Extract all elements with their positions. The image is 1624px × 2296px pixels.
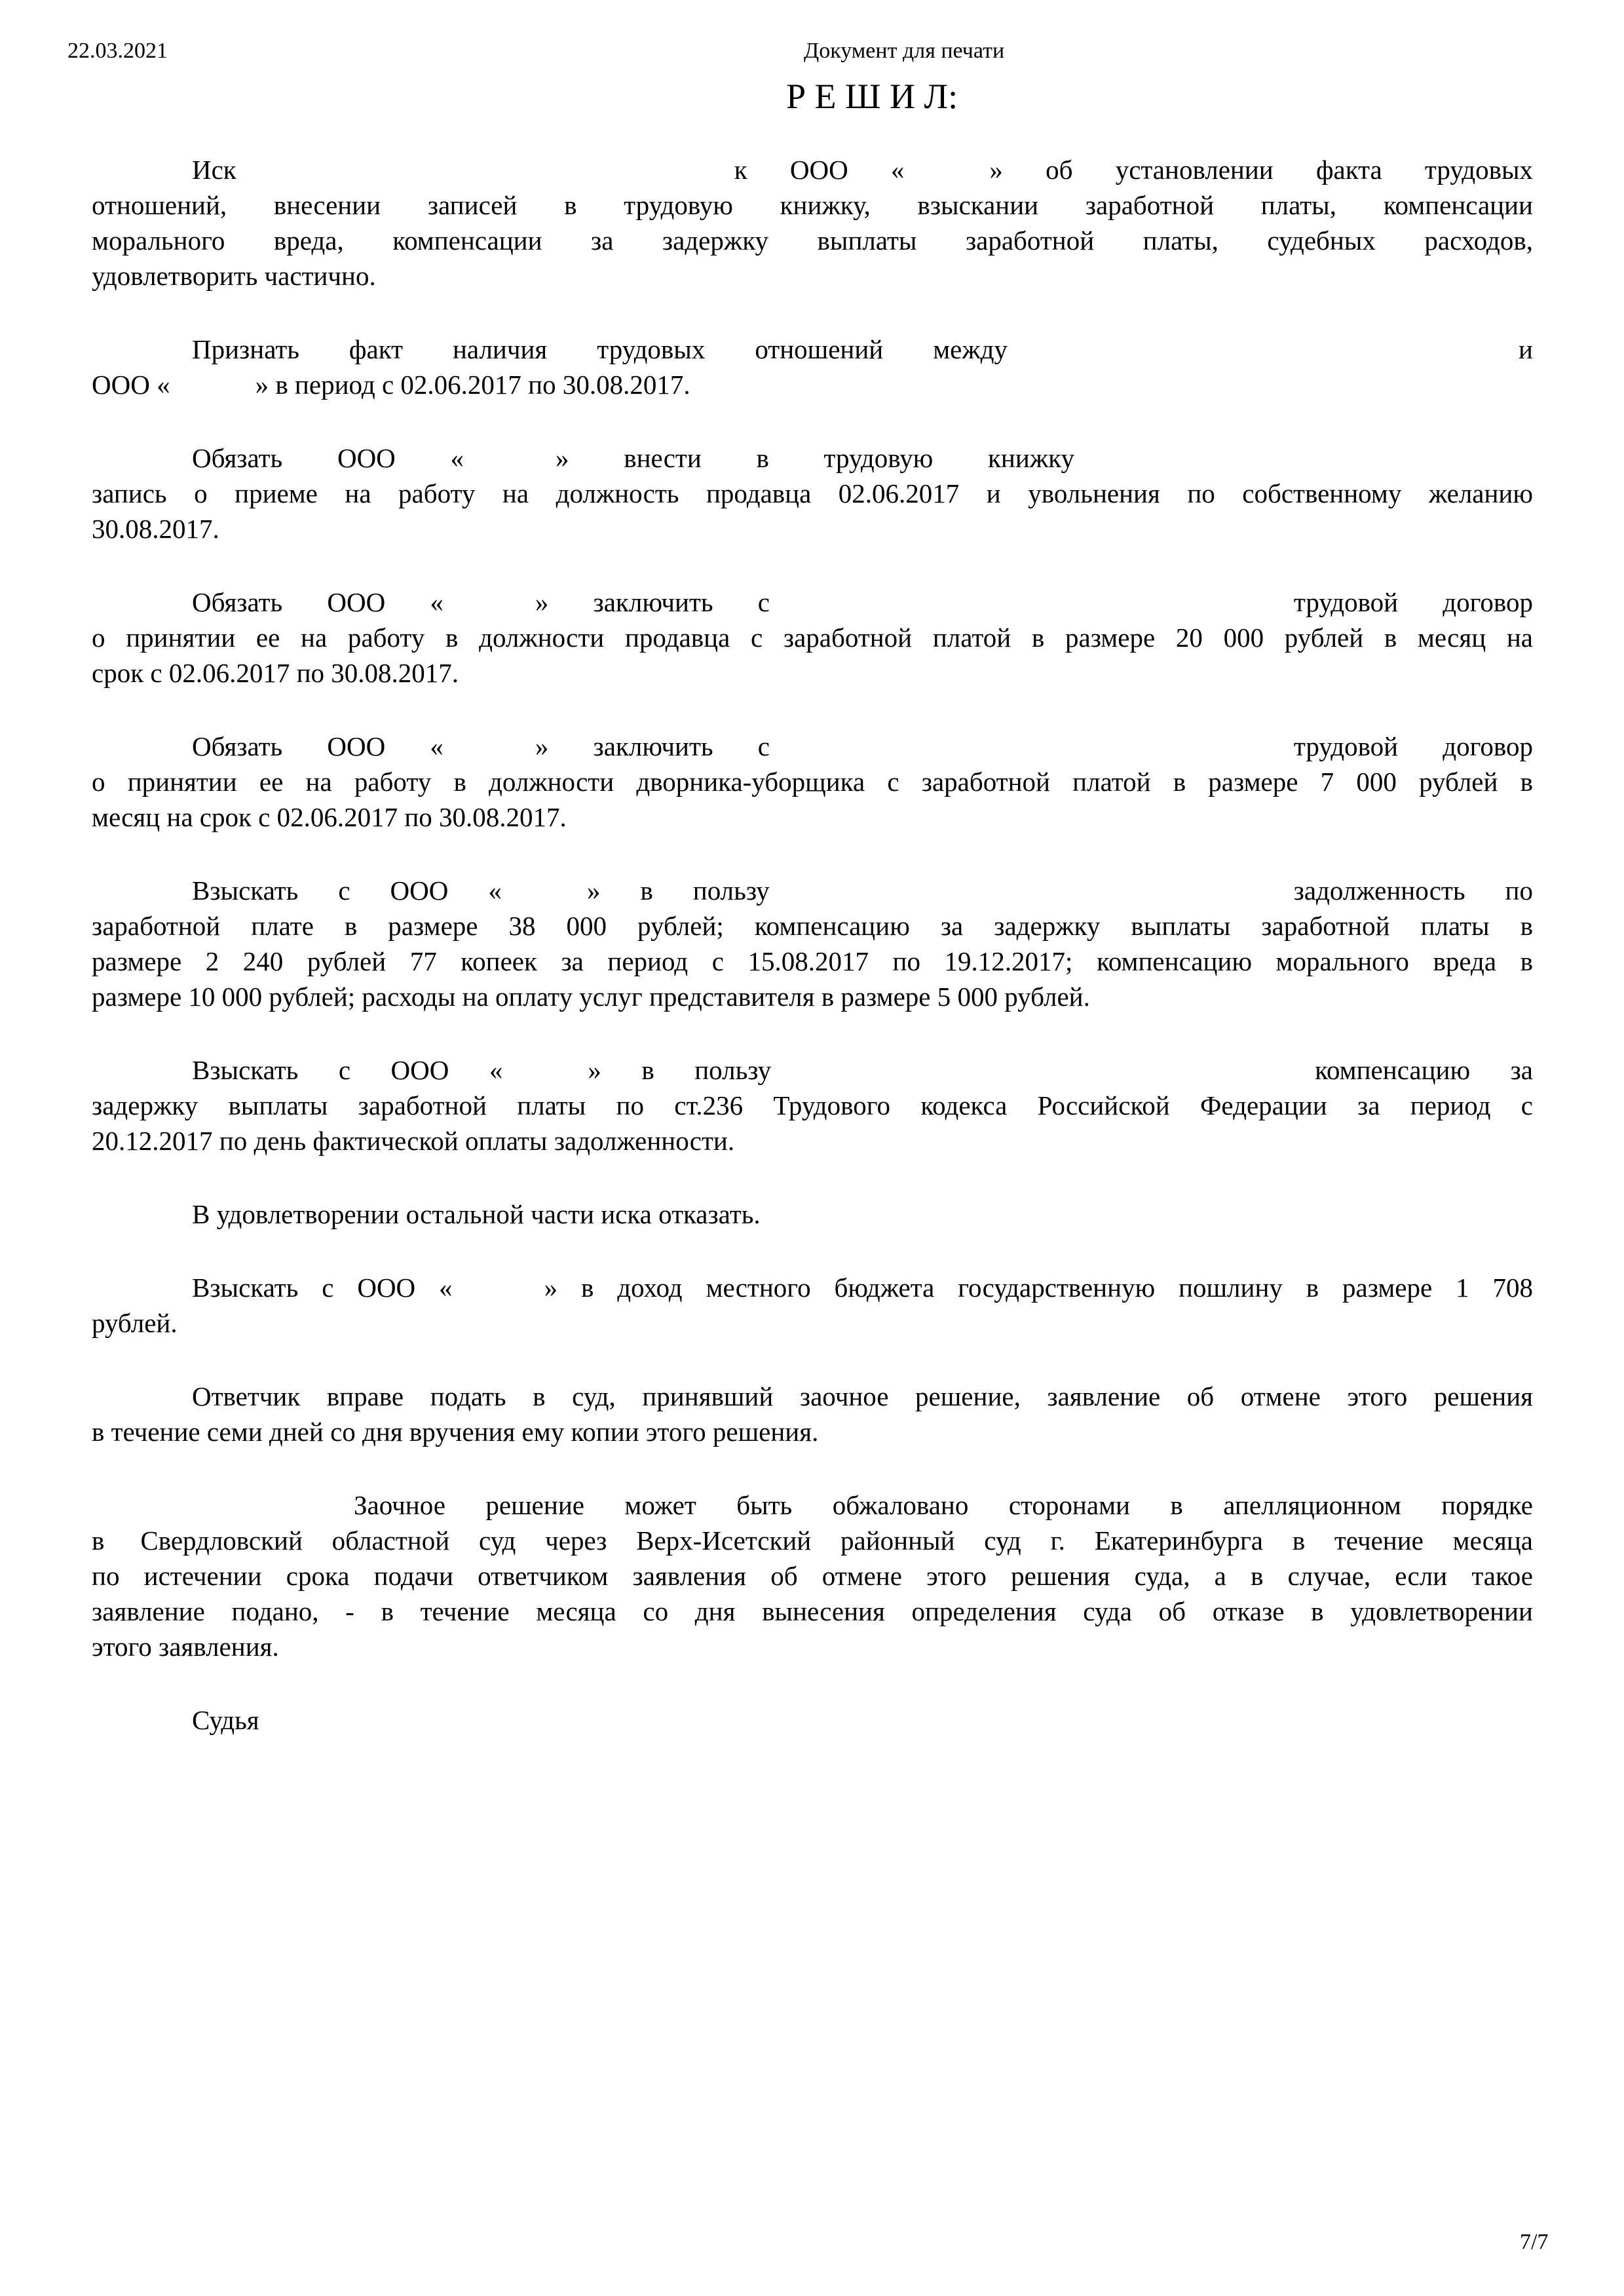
paragraph: [92, 584, 1533, 691]
text-segment: срок с 02.06.2017 по 30.08.2017.: [92, 658, 459, 688]
paragraph: [92, 440, 1533, 546]
judge-signature-label: Судья: [192, 1705, 259, 1735]
text-segment: Взыскать с ООО «: [192, 1272, 453, 1303]
redacted-gap: [1008, 357, 1519, 358]
text-segment: запись о приеме на работу на должность продавца 02.06.2017 и увольнения по собственному желанию: [92, 478, 1533, 508]
text-line: [92, 584, 1533, 620]
text-line: [92, 476, 1533, 511]
text-line: [92, 440, 1533, 476]
redacted-gap: [904, 178, 989, 179]
text-line: [92, 511, 1533, 546]
text-segment: Взыскать с ООО «: [192, 1055, 503, 1085]
text-line: [92, 1270, 1533, 1305]
redacted-gap: [170, 392, 255, 394]
text-line: [92, 979, 1533, 1014]
text-line: [92, 1379, 1533, 1414]
document-content: [92, 0, 1533, 1738]
print-header-date: 22.03.2021: [67, 39, 168, 63]
text-segment: трудовой договор: [1293, 587, 1533, 617]
redacted-gap: [444, 754, 535, 756]
text-segment: удовлетворить частично.: [92, 261, 376, 291]
text-segment: » внести в трудовую книжку: [556, 443, 1074, 473]
text-segment: заработной плате в размере 38 000 рублей; компенсацию за задержку выплаты заработной платы в: [92, 911, 1533, 941]
text-line: [92, 873, 1533, 908]
page-number: 7/7: [1520, 2230, 1549, 2254]
text-segment: » об установлении факта трудовых: [989, 155, 1533, 185]
text-line: [92, 799, 1533, 835]
text-segment: трудовой договор: [1293, 731, 1533, 761]
text-line: [92, 1052, 1533, 1088]
paragraph: [92, 1270, 1533, 1341]
text-segment: в течение семи дней со дня вручения ему копии этого решения.: [92, 1417, 819, 1447]
text-line: [92, 332, 1533, 367]
text-segment: морального вреда, компенсации за задержку выплаты заработной платы, судебных расходов,: [92, 225, 1533, 256]
text-line: [92, 367, 1533, 402]
text-segment: компенсацию за: [1315, 1055, 1533, 1085]
document-title: Документ для печати: [804, 39, 1005, 63]
text-segment: этого заявления.: [92, 1632, 279, 1662]
redacted-gap: [502, 1078, 588, 1079]
text-segment: в: [92, 1525, 105, 1556]
text-segment: 20.12.2017 по день фактической оплаты задолженности.: [92, 1126, 735, 1156]
text-segment: Ответчик вправе подать в суд, принявший заочное решение, заявление об отмене этого решения: [192, 1381, 1533, 1411]
text-segment: задолженность по: [1293, 875, 1533, 906]
text-line: [92, 655, 1533, 691]
text-segment: » заключить с: [535, 731, 770, 761]
text-line: [92, 1629, 1533, 1664]
text-line: [92, 1523, 1533, 1558]
text-line: [92, 729, 1533, 764]
redacted-gap: [770, 754, 1294, 756]
text-line: [92, 223, 1533, 258]
decision-body: [92, 152, 1533, 1664]
text-segment: задержку выплаты заработной платы по ст.236 Трудового кодекса Российской Федерации за период с: [92, 1090, 1533, 1120]
text-segment: Заочное решение может быть обжаловано сторонами в апелляционном порядке: [354, 1490, 1533, 1520]
text-segment: о принятии ее на работу в должности продавца с заработной платой в размере 20 000 рублей в месяц на: [92, 622, 1533, 653]
text-line: [92, 187, 1533, 223]
text-segment: » в доход местного бюджета государственную пошлину в размере 1 708: [544, 1272, 1533, 1303]
text-segment: к ООО «: [734, 155, 905, 185]
paragraph: [92, 1196, 1533, 1232]
redacted-gap: [770, 610, 1294, 611]
text-line: [92, 1487, 1533, 1523]
text-line: [92, 908, 1533, 944]
redacted-gap: [453, 1295, 544, 1297]
text-segment: » в период с 02.06.2017 по 30.08.2017.: [255, 370, 690, 400]
text-line: [92, 764, 1533, 799]
text-line: [92, 1305, 1533, 1341]
text-segment: месяц на срок с 02.06.2017 по 30.08.2017.: [92, 802, 567, 832]
text-segment: » в пользу: [588, 1055, 772, 1085]
text-segment: Свердловский областной суд через Верх-Исетский районный суд г. Екатеринбурга в течение месяца: [140, 1525, 1533, 1556]
paragraph: [92, 873, 1533, 1014]
text-segment: Иск: [192, 155, 236, 185]
decision-heading: Р Е Ш И Л:: [786, 77, 958, 116]
text-segment: рублей.: [92, 1308, 178, 1338]
text-line: [92, 1123, 1533, 1158]
text-segment: и: [1519, 334, 1533, 364]
text-line: [92, 1088, 1533, 1123]
text-segment: размере 2 240 рублей 77 копеек за период с 15.08.2017 по 19.12.2017; компенсацию морального вреда в: [92, 946, 1533, 976]
text-segment: заявление подано, - в течение месяца со дня вынесения определения суда об отказе в удовлетворении: [92, 1596, 1533, 1626]
text-line: [92, 1558, 1533, 1594]
text-segment: Обязать ООО «: [192, 731, 444, 761]
redacted-gap: [771, 1078, 1315, 1079]
text-segment: » в пользу: [586, 875, 770, 906]
redacted-gap: [1074, 466, 1533, 467]
text-segment: Обязать ООО «: [192, 587, 444, 617]
text-segment: размере 10 000 рублей; расходы на оплату услуг представителя в размере 5 000 рублей.: [92, 982, 1090, 1012]
text-segment: В удовлетворении остальной части иска отказать.: [192, 1199, 761, 1229]
paragraph: [92, 332, 1533, 402]
text-segment: Взыскать с ООО «: [192, 875, 502, 906]
redacted-gap: [444, 610, 535, 611]
paragraph: [92, 1487, 1533, 1664]
text-segment: 30.08.2017.: [92, 514, 219, 544]
text-line: [92, 152, 1533, 187]
redacted-gap: [464, 466, 556, 467]
paragraph: [92, 152, 1533, 294]
redacted-gap: [502, 898, 587, 900]
text-line: [92, 1196, 1533, 1232]
paragraph: [92, 729, 1533, 835]
text-segment: Признать факт наличия трудовых отношений между: [192, 334, 1008, 364]
redacted-gap: [104, 1548, 140, 1550]
text-segment: ООО «: [92, 370, 170, 400]
text-line: [92, 1594, 1533, 1629]
text-line: [92, 258, 1533, 294]
text-segment: Обязать ООО «: [192, 443, 464, 473]
paragraph: [92, 1379, 1533, 1449]
text-segment: по истечении срока подачи ответчиком заявления об отмене этого решения суда, а в случае, если такое: [92, 1561, 1533, 1591]
text-segment: отношений, внесении записей в трудовую книжку, взыскании заработной платы, компенсации: [92, 190, 1533, 220]
paragraph: [92, 1052, 1533, 1158]
text-line: [92, 1414, 1533, 1449]
text-line: [92, 944, 1533, 979]
redacted-gap: [236, 178, 734, 179]
redacted-gap: [770, 898, 1294, 900]
text-segment: » заключить с: [535, 587, 770, 617]
text-segment: о принятии ее на работу в должности дворника-уборщика с заработной платой в размере 7 000 рублей в: [92, 767, 1533, 797]
text-line: [92, 620, 1533, 655]
